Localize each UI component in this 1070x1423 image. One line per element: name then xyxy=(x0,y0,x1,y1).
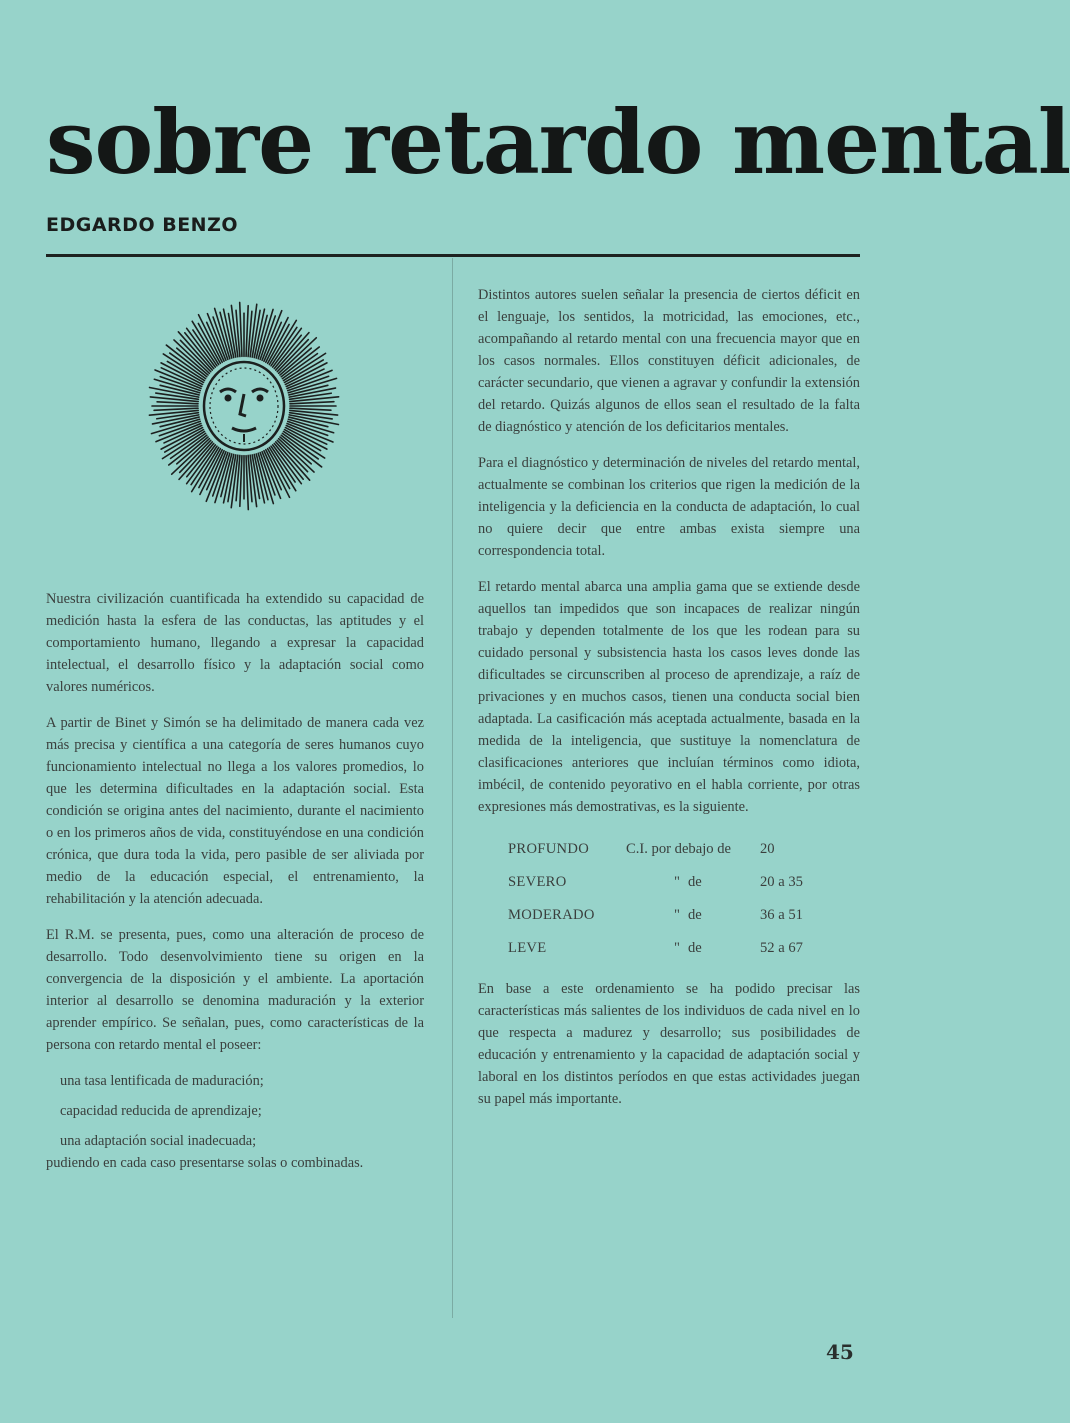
de-cell: de xyxy=(688,873,702,890)
paragraph: El R.M. se presenta, pues, como una alteración de proceso de desarrollo. Todo desenvolvimiento tiene su origen en la convergencia de la disposición y el ambiente. La aportación interior al desarrollo se denomina maduración y la exterior aprender empírico. Se señalan, pues, como características de la persona con retardo mental el poseer: xyxy=(46,927,424,1053)
ditto-cell: " xyxy=(674,873,680,890)
level-cell: PROFUNDO xyxy=(508,840,590,857)
de-cell: de xyxy=(688,906,702,923)
paragraph: Nuestra civilización cuantificada ha extendido su capacidad de medición hasta la esfera de las conductas, las aptitudes y el comportamiento humano, llegando a expresar la capacidad intelectual, el desarrollo físico y la adaptación social como valores numéricos. xyxy=(46,591,424,695)
paragraph: En base a este ordenamiento se ha podido precisar las características más salientes de los individuos de cada nivel en lo que respecta a madurez y desarrollo; sus posibilidades de educación y entrenamiento y la capacidad de adaptación social y laboral en los distintos períodos en que estas actividades juegan su papel más importante. xyxy=(478,981,860,1107)
paragraph: A partir de Binet y Simón se ha delimitado de manera cada vez más precisa y científica a una categoría de seres humanos cuyo funcionamiento intelectual no llega a los valores promedios, lo que les determina dificultades en la adaptación social. Esta condición se origina antes del nacimiento, durante el nacimiento o en los primeros años de vida, constituyéndose en una condición crónica, que dura toda la vida, pero pasible de ser aliviada por medio de la educación especial, el entrenamiento, la rehabilitación y la atención adecuada. xyxy=(46,715,424,907)
list-closing-text: pudiendo en cada caso presentarse solas o combinadas. xyxy=(46,1155,364,1171)
level-cell: SEVERO xyxy=(508,873,567,890)
paragraph: El retardo mental abarca una amplia gama que se extiende desde aquellos tan impedidos que son incapaces de realizar ningún trabajo y dependen totalmente de los que les rodean para su cuidado personal y subsistencia hasta los casos leves donde las dificultades se circunscriben al proceso de aprendizaje, a raíz de privaciones y en muchos casos, tienen una conducta social bien adaptada. La casificación más aceptada actualmente, basada en la medida de la inteligencia, que sustituye la nomenclatura de clasificaciones anteriores que incluían términos como idiota, imbécil, de contenido peyorativo en el habla corriente, por otras expresiones más demostrativas, es la siguiente. xyxy=(478,579,860,815)
table-row xyxy=(508,898,803,931)
table-row xyxy=(508,865,803,898)
list-item: una tasa lentificada de maduración; xyxy=(60,1073,264,1089)
range-cell: 20 a 35 xyxy=(760,873,803,890)
range-cell: 52 a 67 xyxy=(760,939,803,956)
list-item: una adaptación social inadecuada; xyxy=(60,1133,257,1149)
list-item: capacidad reducida de aprendizaje; xyxy=(60,1103,262,1119)
level-cell: LEVE xyxy=(508,939,547,956)
title-rule xyxy=(46,254,860,257)
range-cell: 36 a 51 xyxy=(760,906,803,923)
ditto-cell: " xyxy=(674,939,680,956)
right-column xyxy=(478,284,860,1110)
article-title: sobre retardo mental xyxy=(46,90,1070,194)
de-cell: de xyxy=(688,939,702,956)
left-column xyxy=(46,588,424,1174)
table-row xyxy=(508,931,803,964)
page-number: 45 xyxy=(826,1340,854,1364)
criteria-cell: C.I. por debajo de xyxy=(626,840,731,857)
paragraph: Distintos autores suelen señalar la presencia de ciertos déficit en el lenguaje, los sentidos, la motricidad, las emociones, etc., acompañando al retardo mental con una frecuencia mayor que en los casos normales. Ellos constituyen déficit adicionales, de carácter secundario, que vienen a agravar y confundir la extensión del retardo. Quizás algunos de ellos sean el resultado de la falta de diagnóstico y atención de los deficitarios mentales. xyxy=(478,287,860,435)
level-cell: MODERADO xyxy=(508,906,595,923)
sun-face-icon xyxy=(148,292,340,520)
table-row xyxy=(508,832,803,865)
author-name: EDGARDO BENZO xyxy=(46,214,239,236)
range-cell: 20 xyxy=(760,840,775,857)
ditto-cell: " xyxy=(674,906,680,923)
column-divider xyxy=(452,258,453,1318)
classification-table xyxy=(508,832,803,964)
paragraph: Para el diagnóstico y determinación de niveles del retardo mental, actualmente se combinan los criterios que rigen la medición de la inteligencia y la deficiencia en la conducta de adaptación, lo cual no quiere decir que entre ambas exista siempre una correspondencia total. xyxy=(478,455,860,559)
